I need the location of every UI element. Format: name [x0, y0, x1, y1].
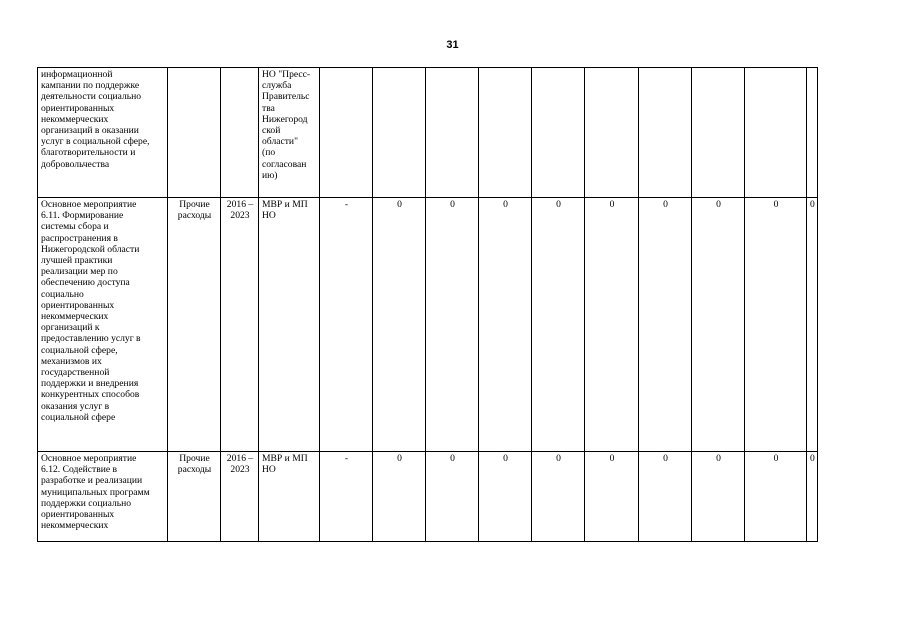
- description-line: распространения в: [41, 232, 118, 244]
- description-line: некоммерческих: [41, 520, 109, 532]
- description-line: поддержки и внедрения: [41, 378, 139, 390]
- executor-line: области": [262, 136, 298, 148]
- executor-cell: [259, 452, 320, 542]
- value-cell: 0: [479, 452, 532, 542]
- executor-line: (по: [262, 147, 276, 159]
- period-cell: 2016 – 2023: [221, 198, 259, 452]
- executor-line: Нижегород: [262, 113, 308, 125]
- description-line: поддержки социально: [41, 497, 132, 509]
- value-cell: 0: [373, 198, 426, 452]
- description-line: Нижегородской области: [41, 243, 140, 255]
- value-cell: [426, 68, 479, 198]
- description-line: оказания услуг в: [41, 400, 110, 412]
- description-line: услуг в социальной сфере,: [41, 136, 150, 148]
- description-line: ориентированных: [41, 509, 115, 521]
- period-cell: [221, 68, 259, 198]
- description-line: системы сбора и: [41, 221, 109, 233]
- value-cell: 0: [532, 452, 585, 542]
- executor-line: НО: [262, 464, 276, 476]
- measure-description-cell: [38, 68, 168, 198]
- funding-source-cell: Прочие расходы: [168, 198, 221, 452]
- value-cell: 0: [639, 198, 692, 452]
- value-cell: 0: [532, 198, 585, 452]
- program-table: [37, 67, 818, 542]
- description-line: информационной: [41, 69, 113, 80]
- value-cell: [807, 68, 818, 198]
- description-line: механизмов их: [41, 355, 102, 367]
- description-line: кампании по поддержке: [41, 80, 140, 92]
- funding-source-cell: [168, 68, 221, 198]
- description-line: организаций к: [41, 322, 100, 334]
- funding-source-cell: Прочие расходы: [168, 452, 221, 542]
- executor-line: МВР и МП: [262, 199, 308, 210]
- value-cell: 0: [585, 452, 639, 542]
- executor-line: согласован: [262, 158, 307, 170]
- executor-line: МВР и МП: [262, 453, 308, 464]
- value-cell: 0: [426, 198, 479, 452]
- value-cell: 0: [692, 452, 745, 542]
- description-line: ориентированных: [41, 299, 115, 311]
- description-line: реализации мер по: [41, 266, 118, 278]
- description-line: государственной: [41, 367, 110, 379]
- description-line: Основное мероприятие: [41, 199, 137, 210]
- description-line: конкурентных способов: [41, 389, 140, 401]
- description-line: добровольчества: [41, 158, 110, 170]
- description-line: предоставлению услуг в: [41, 333, 141, 345]
- value-cell: 0: [807, 452, 818, 542]
- value-cell: 0: [426, 452, 479, 542]
- description-line: ориентированных: [41, 102, 115, 114]
- table-body: [38, 68, 818, 542]
- description-line: благотворительности и: [41, 147, 136, 159]
- executor-cell: [259, 68, 320, 198]
- value-cell: 0: [373, 452, 426, 542]
- value-cell: [585, 68, 639, 198]
- value-cell: [373, 68, 426, 198]
- value-cell: 0: [745, 452, 807, 542]
- executor-line: НО "Пресс-: [262, 69, 311, 80]
- value-cell: 0: [692, 198, 745, 452]
- value-cell: -: [320, 452, 373, 542]
- description-line: некоммерческих: [41, 311, 109, 323]
- value-cell: [639, 68, 692, 198]
- value-cell: [479, 68, 532, 198]
- description-line: деятельности социально: [41, 91, 142, 103]
- value-cell: -: [320, 198, 373, 452]
- description-line: разработке и реализации: [41, 475, 143, 487]
- value-cell: 0: [479, 198, 532, 452]
- description-line: социальной сфере,: [41, 344, 118, 356]
- value-cell: [320, 68, 373, 198]
- executor-line: НО: [262, 210, 276, 222]
- description-line: 6.12. Содействие в: [41, 464, 118, 476]
- executor-line: Правительс: [262, 91, 310, 103]
- executor-line: ию): [262, 169, 278, 181]
- table-row: [38, 68, 818, 198]
- value-cell: [745, 68, 807, 198]
- description-line: 6.11. Формирование: [41, 210, 124, 222]
- value-cell: 0: [585, 198, 639, 452]
- executor-cell: [259, 198, 320, 452]
- description-line: лучшей практики: [41, 255, 113, 267]
- description-line: обеспечению доступа: [41, 277, 130, 289]
- measure-description-cell: [38, 452, 168, 542]
- measure-description-cell: [38, 198, 168, 452]
- table-row: [38, 198, 818, 452]
- description-line: социальной сфере: [41, 411, 116, 423]
- description-line: некоммерческих: [41, 113, 109, 125]
- value-cell: [692, 68, 745, 198]
- description-line: Основное мероприятие: [41, 453, 137, 464]
- description-line: муниципальных программ: [41, 486, 150, 498]
- description-line: организаций в оказании: [41, 125, 139, 137]
- description-line: социально: [41, 288, 84, 300]
- value-cell: 0: [639, 452, 692, 542]
- table-row: [38, 452, 818, 542]
- value-cell: 0: [745, 198, 807, 452]
- value-cell: [532, 68, 585, 198]
- page-number: 31: [446, 39, 459, 51]
- executor-line: ской: [262, 125, 281, 137]
- executor-line: тва: [262, 102, 275, 114]
- executor-line: служба: [262, 80, 292, 92]
- period-cell: 2016 – 2023: [221, 452, 259, 542]
- value-cell: 0: [807, 198, 818, 452]
